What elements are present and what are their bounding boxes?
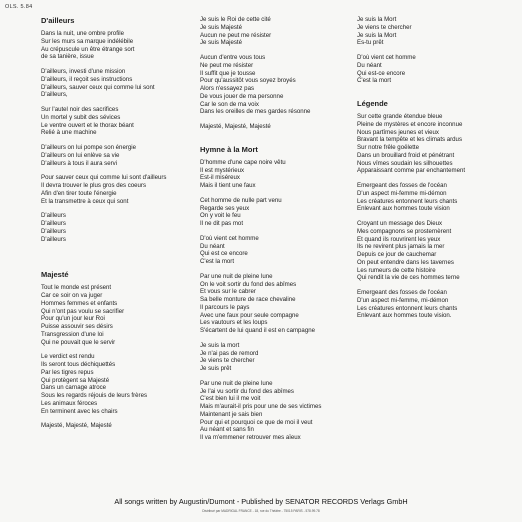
lyric-line: Hommes femmes et enfants	[41, 299, 118, 307]
lyric-line: D'ailleurs, sauver ceux qui comme lui sont	[41, 83, 155, 91]
song-title: Légende	[357, 99, 388, 108]
lyric-line: D'ailleurs, il reçoit ses instructions	[41, 75, 133, 83]
lyric-line: Et quand ils rouvrirent les yeux	[357, 235, 441, 243]
lyric-line: En terminent avec les chairs	[41, 407, 118, 415]
lyric-stanza	[357, 182, 507, 213]
lyric-line: C'est la mort	[357, 77, 392, 85]
lyric-line: D'homme d'une cape noire vêtu	[200, 158, 286, 166]
lyric-line: Pour sauver ceux qui comme lui sont d'ailleurs	[41, 174, 167, 182]
lyric-line: Sur cette grande étendue bleue	[357, 113, 443, 120]
lyric-stanza	[41, 174, 191, 205]
lyric-stanza	[41, 68, 191, 99]
lyric-line: D'ailleurs, investi d'une mission	[41, 68, 126, 75]
lyric-stanza	[357, 220, 507, 282]
lyric-line: Mais m'aurait-il pris pour une de ses victimes	[200, 403, 322, 410]
lyric-line: Emergeant des fosses de l'océan	[357, 289, 447, 296]
lyric-line: Du néant	[357, 61, 382, 69]
lyric-line: Ils ne revirent plus jamais la mer	[357, 243, 445, 251]
lyric-line: Bravant la tempête et les climats ardus	[357, 136, 462, 144]
lyric-line: Je suis la mort	[200, 341, 240, 349]
lyric-stanza	[200, 235, 350, 266]
lyric-stanza	[200, 342, 350, 373]
lyric-line: Car le son de ma voix	[200, 100, 259, 108]
lyric-line: Pour qu'aussitôt vous soyez broyés	[200, 77, 296, 85]
lyric-line: Les rumeurs de cette histoire	[357, 266, 436, 274]
lyric-line: D'ailleurs	[41, 235, 66, 243]
lyric-line: Croyant un message des Dieux	[357, 220, 443, 227]
lyric-stanza	[200, 273, 350, 335]
song-block	[357, 99, 507, 320]
lyric-line: Je suis Majesté	[200, 39, 242, 47]
lyric-line: Majesté, Majesté, Majesté	[200, 123, 271, 130]
lyric-line: Par les tigres repus	[41, 368, 94, 376]
lyric-stanza	[200, 54, 350, 116]
lyric-line: Majesté, Majesté, Majesté	[41, 422, 112, 430]
lyric-stanza	[41, 144, 191, 167]
lyric-line: Au crépuscule un être étrange sort	[41, 45, 135, 53]
lyric-line: Le ventre ouvert et le thorax béant	[41, 121, 134, 129]
lyric-line: Je l'ai vu sortir du fond des abîmes	[200, 387, 294, 395]
lyric-line: Es-tu prêt	[357, 39, 384, 47]
lyric-line: Pour qu'un jour leur Roi	[41, 315, 105, 323]
lyric-line: Pour qui et pourquoi ce que de moi il veut	[200, 418, 313, 426]
lyric-stanza	[200, 159, 350, 190]
lyric-line: Enlevant aux hommes toute vision.	[357, 312, 452, 320]
lyric-line: Cet homme de nulle part venu	[200, 196, 282, 204]
lyric-line: Dans la nuit, une ombre profile	[41, 30, 124, 37]
lyric-line: Sur l'autel noir des sacrifices	[41, 106, 119, 113]
lyric-stanza	[41, 353, 191, 415]
lyric-line: Du néant	[200, 242, 225, 250]
lyric-line: Sur notre frêle goëlette	[357, 144, 419, 151]
lyric-stanza	[357, 113, 507, 175]
lyric-stanza	[357, 16, 507, 47]
lyric-stanza	[200, 123, 350, 131]
lyric-line: Emergeant des fosses de l'océan	[357, 182, 447, 189]
lyric-stanza	[357, 54, 507, 85]
lyric-line: Avec une faux pour seule compagne	[200, 311, 299, 319]
lyric-line: Les animaux féroces	[41, 399, 98, 407]
song-title: Majesté	[41, 270, 69, 280]
lyric-line: Dans un carnage atroce	[41, 384, 107, 392]
lyric-line: Qui protègent sa Majesté	[41, 376, 110, 384]
lyric-line: D'ailleurs à tous il aura servi	[41, 159, 118, 167]
lyric-stanza	[357, 289, 507, 320]
lyric-line: D'un aspect mi-femme, mi-démon	[357, 296, 449, 304]
lyric-line: Au néant et sans fin	[200, 426, 254, 434]
lyric-line: Un mortel y subit des sévices	[41, 113, 121, 121]
lyric-line: Ne peut me résister	[200, 61, 254, 69]
songwriter-credits: All songs written by Augustin/Dumont - Published by SENATOR RECORDS Verlags GmbH	[114, 497, 408, 506]
catalog-code: OLS. 5.84	[5, 4, 33, 10]
lyrics-column-1	[41, 16, 191, 450]
lyric-line: Il suffit que je tousse	[200, 69, 256, 77]
lyric-line: De vous jouer de ma personne	[200, 92, 284, 100]
lyric-line: Dans les oreilles de mes gardes résonne	[200, 108, 311, 116]
lyric-line: Depuis ce jour de cauchemar	[357, 251, 437, 258]
lyric-line: D'ailleurs on lui enlève sa vie	[41, 151, 120, 159]
lyric-line: Nous partîmes jeunes et vieux	[357, 128, 439, 136]
lyric-line: D'un aspect mi-femme mi-démon	[357, 189, 447, 197]
lyric-line: Afin d'en tirer toute l'énergie	[41, 189, 117, 197]
lyric-line: D'ailleurs on lui pompe son énergie	[41, 144, 136, 151]
lyric-line: Je n'ai pas de remord	[200, 349, 259, 357]
song-block	[200, 16, 350, 131]
lyric-line: Aucun d'entre vous tous	[200, 54, 266, 61]
lyric-line: Regarde ses yeux	[200, 204, 250, 212]
lyric-line: Les créatures entonnent leurs chants	[357, 197, 458, 205]
lyric-stanza	[200, 197, 350, 228]
lyric-line: Relié à une machine	[41, 129, 97, 137]
lyric-line: Les vautours et les loups	[200, 319, 268, 327]
lyric-line: Il ne dit pas mot	[200, 220, 244, 227]
song-block	[357, 16, 507, 85]
lyric-line: Ils seront tous déchiquettés	[41, 361, 116, 368]
lyric-line: Puisse assouvir ses désirs	[41, 323, 113, 330]
lyric-line: C'est bien lui il me voit	[200, 395, 261, 403]
lyrics-column-2	[200, 16, 350, 462]
lyric-line: Car ce soir on va juger	[41, 292, 103, 299]
lyric-line: Transgression d'une loi	[41, 330, 104, 338]
lyric-line: Par une nuit de pleine lune	[200, 272, 273, 280]
lyric-line: Il devra trouver le plus gros des coeurs	[41, 182, 146, 189]
lyric-line: Par une nuit de pleine lune	[200, 379, 273, 387]
lyric-line: Les créatures entonnent leurs chants	[357, 304, 458, 312]
lyric-stanza	[200, 380, 350, 442]
lyric-line: Tout le monde est présent	[41, 284, 112, 292]
lyric-line: Mes compagnons se prosternèrent	[357, 227, 452, 235]
lyric-stanza	[200, 16, 350, 47]
lyric-line: Qui est ce encore	[200, 250, 248, 258]
lyric-line: D'ailleurs,	[41, 91, 68, 99]
lyric-line: D'où vient cet homme	[357, 54, 416, 61]
lyric-stanza	[41, 422, 191, 430]
lyric-line: Maintenant je sais bien	[200, 410, 263, 418]
lyric-stanza	[41, 212, 191, 243]
lyric-line: S'écartent de lui quand il est en campagne	[200, 327, 315, 334]
lyric-line: Il va m'emmener retrouver mes aïeux	[200, 434, 301, 441]
lyric-line: Sur les murs sa marque indélébile	[41, 37, 134, 45]
lyric-line: D'ailleurs	[41, 220, 66, 227]
lyric-line: Sous les regards réjouis de leurs frères	[41, 392, 148, 399]
lyric-line: Qui est-ce encore	[357, 69, 406, 77]
lyric-line: Et vous sur le cabrer	[200, 288, 256, 296]
lyric-line: Apparaissant comme par enchantement	[357, 167, 466, 175]
lyric-line: On peut entendre dans les tavernes	[357, 258, 454, 266]
lyric-stanza	[41, 284, 191, 346]
lyric-line: Qui ne pouvait que le servir	[41, 338, 116, 346]
lyric-line: Pleine de mystères et encore inconnue	[357, 120, 463, 128]
lyric-line: Je suis prêt	[200, 365, 232, 372]
lyric-line: Je suis le Roi de cette cité	[200, 16, 271, 23]
lyric-line: D'où vient cet homme	[200, 234, 259, 242]
lyric-line: Je suis la Mort	[357, 31, 397, 39]
lyric-line: Dans un brouillard froid et pénétrant	[357, 151, 455, 159]
lyric-stanza	[41, 30, 191, 61]
lyric-line: Et la transmettre à ceux qui sont	[41, 197, 129, 205]
lyric-line: Je suis Majesté	[200, 23, 242, 31]
lyric-line: Je suis la Mort	[357, 16, 397, 23]
lyric-line: Enlevant aux hommes toute vision	[357, 205, 450, 213]
lyric-line: D'ailleurs	[41, 227, 66, 235]
lyric-line: On le voit sortir du fond des abîmes	[200, 280, 297, 288]
lyrics-column-3	[357, 16, 507, 340]
song-title: D'ailleurs	[41, 16, 75, 25]
lyric-line: Alors n'essayez pas	[200, 85, 255, 92]
lyric-line: Sa belle monture de race chevaline	[200, 296, 296, 303]
lyric-stanza	[41, 106, 191, 137]
lyric-line: C'est la mort	[200, 258, 235, 265]
lyric-line: Il est mystérieux	[200, 166, 245, 174]
lyric-line: On y voit le feu	[200, 212, 241, 220]
lyric-line: Qui n'ont pas voulu se sacrifier	[41, 307, 125, 315]
lyric-line: D'ailleurs	[41, 212, 66, 220]
lyric-line: Il parcours le pays	[200, 303, 250, 311]
lyric-line: Le verdict est rendu	[41, 353, 95, 361]
song-block	[41, 270, 191, 430]
lyric-line: Mais il tient une faux	[200, 182, 256, 189]
song-block	[41, 16, 191, 243]
lyric-line: Aucun ne peut me résister	[200, 31, 272, 39]
lyric-line: de sa tanière, issue	[41, 53, 94, 61]
lyric-line: Je viens te chercher	[200, 357, 255, 365]
song-title: Hymne à la Mort	[200, 144, 258, 154]
lyric-line: Qui rendit la vie de ces hommes terne	[357, 274, 460, 282]
distribution-fine-print: Distribué par MADRIGAL FRANCE - 18, rue du Théâtre - 75015 PARIS - 578.99.78	[202, 509, 320, 513]
lyric-line: Est-il miséreux	[200, 174, 240, 182]
lyric-line: Nous vîmes soudain les silhouettes	[357, 159, 453, 167]
lyric-line: Je viens te chercher	[357, 23, 412, 31]
song-block	[200, 145, 350, 442]
